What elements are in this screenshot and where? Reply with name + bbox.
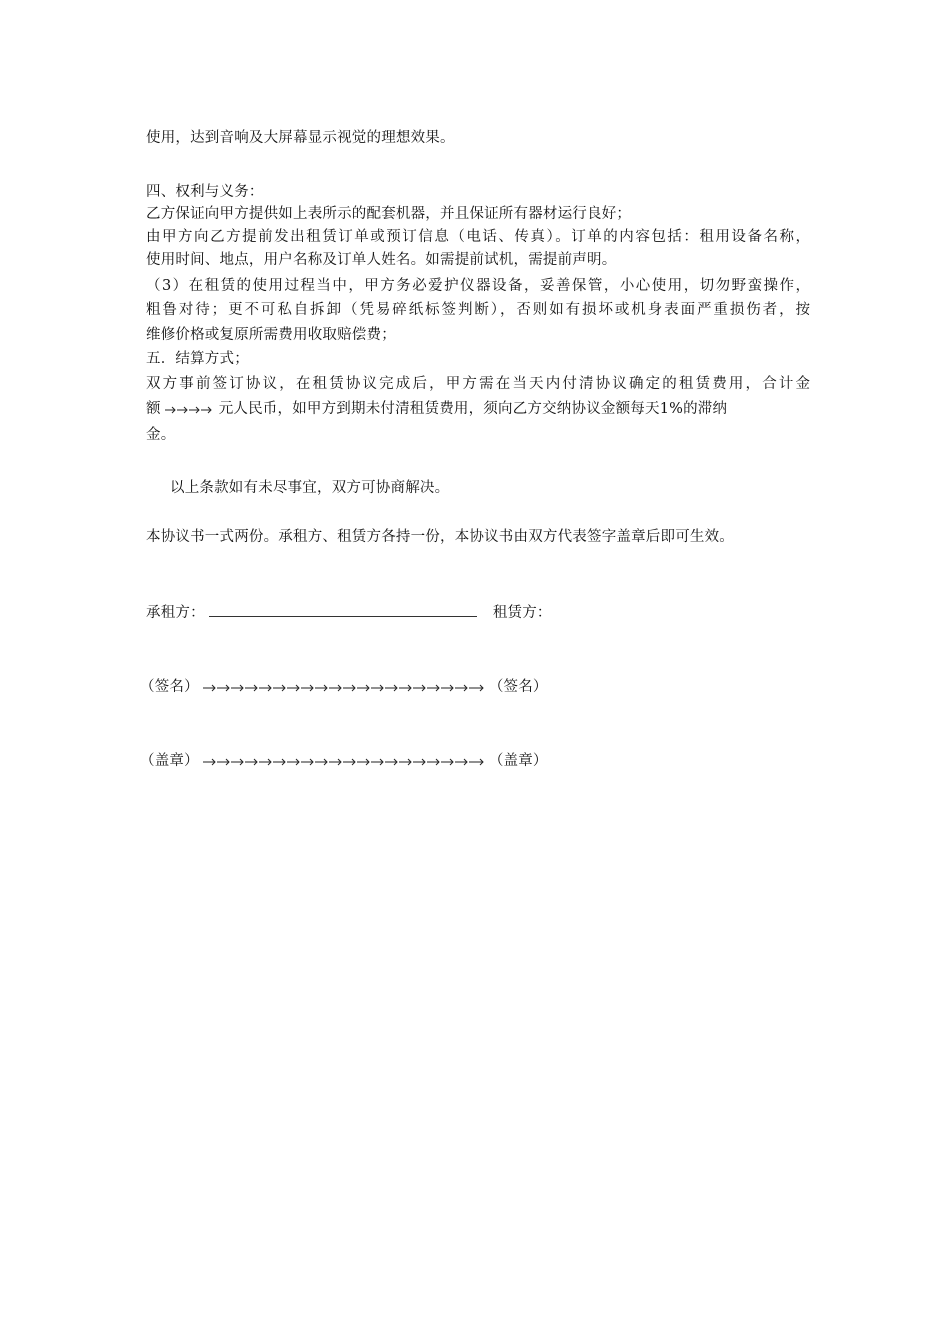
section-four-line-3: 使用时间、地点，用户名称及订单人姓名。如需提前试机，需提前声明。 [146,252,617,268]
section-four-line-4: （3）在租赁的使用过程当中，甲方务必爱护仪器设备，妥善保管，小心使用，切勿野蛮操作， [146,278,810,294]
seal-arrow-field[interactable] [201,756,487,766]
copies-statement: 本协议书一式两份。承租方、租赁方各持一份，本协议书由双方代表签字盖章后即可生效。 [146,529,734,545]
lessor-label: 租赁方： [492,605,552,621]
section-four-line-2: 由甲方向乙方提前发出租赁订单或预订信息（电话、传真）。订单的内容包括：租用设备名称， [146,229,810,245]
section-four-title: 四、权利与义务： [146,184,264,200]
seal-left-label: （盖章） [140,753,199,769]
section-five-line-2 [146,398,810,420]
signature-arrow-field[interactable] [201,682,487,692]
amount-blank-arrows [163,404,217,414]
section-five-line-1: 双方事前签订协议，在租赁协议完成后，甲方需在当天内付清协议确定的租赁费用，合计金 [146,376,810,392]
lessee-label: 承租方： [146,605,205,621]
closing-statement: 以上条款如有未尽事宜，双方可协商解决。 [170,480,450,496]
lessee-name-field[interactable] [209,600,477,617]
seal-right-label: （盖章） [488,753,548,769]
seal-line [140,750,548,772]
section-four-line-1: 乙方保证向甲方提供如上表所示的配套机器，并且保证所有器材运行良好； [146,206,632,222]
arrow-chain-icon [201,756,487,766]
amount-suffix: 元人民币，如甲方到期未付清租赁费用，须向乙方交纳协议金额每天1%的滞纳 [218,401,728,417]
section-four-line-5: 粗鲁对待；更不可私自拆卸（凭易碎纸标签判断），否则如有损坏或机身表面严重损伤者，按 [146,302,810,318]
party-line [146,600,552,624]
signature-left-label: （签名） [140,679,199,695]
paragraph-continuation: 使用，达到音响及大屏幕显示视觉的理想效果。 [146,130,455,146]
section-five-line-3: 金。 [146,427,176,443]
section-five-title: 五．结算方式； [146,351,249,367]
amount-prefix: 额 [146,401,161,417]
arrow-chain-icon [163,404,217,414]
arrow-chain-icon [201,682,487,692]
signature-right-label: （签名） [488,679,548,695]
section-four-line-6: 维修价格或复原所需费用收取赔偿费； [146,327,396,343]
signature-line [140,676,548,698]
